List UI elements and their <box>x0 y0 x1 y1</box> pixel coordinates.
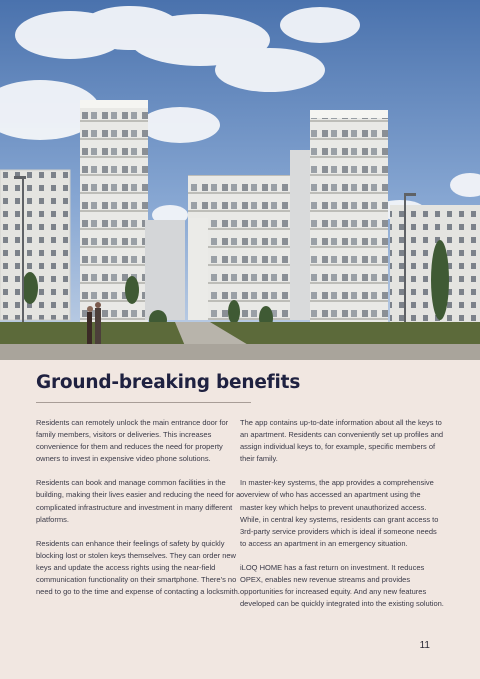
paragraph: Residents can enhance their feelings of safety by quickly blocking lost or stolen keys themselves. They can order new keys and update the access rights using the near-field communication functionality on their smartphone. There’s no need to go to the time and expense of contacting a locksmith. <box>36 538 240 597</box>
right-text-column <box>240 417 445 622</box>
left-text-column <box>36 417 241 610</box>
paragraph: In master-key systems, the app provides a comprehensive overview of who has accessed an apartment using the master key which helps to prevent unauthorized access. While, in central key systems, residents can grant access to 3rd-party service providers which is ideal if someone needs to access an apartment in an emergency situation. <box>240 478 439 548</box>
page-number: 11 <box>419 640 430 651</box>
title-divider <box>36 402 251 403</box>
paragraph: Residents can remotely unlock the main entrance door for family members, visitors or deliveries. This increases convenience for them and reduces the need for property owners to invest in expensive video phone solutions. <box>36 418 229 464</box>
page-title: Ground-breaking benefits <box>36 372 301 393</box>
paragraph: Residents can book and manage common facilities in the building, making their lives easier and reducing the need for a complicated infrastructure and investment in many different platforms. <box>36 478 241 524</box>
paragraph: The app contains up-to-date information about all the keys to an apartment. Residents can conveniently set up profiles and assign individual keys to, for example, specific members of their family. <box>240 418 444 464</box>
paragraph: iLOQ HOME has a fast return on investment. It reduces OPEX, enables new revenue streams and provides opportunities for increased equity. And any new features developed can be quickly integrated into the existing solution. <box>240 562 444 609</box>
